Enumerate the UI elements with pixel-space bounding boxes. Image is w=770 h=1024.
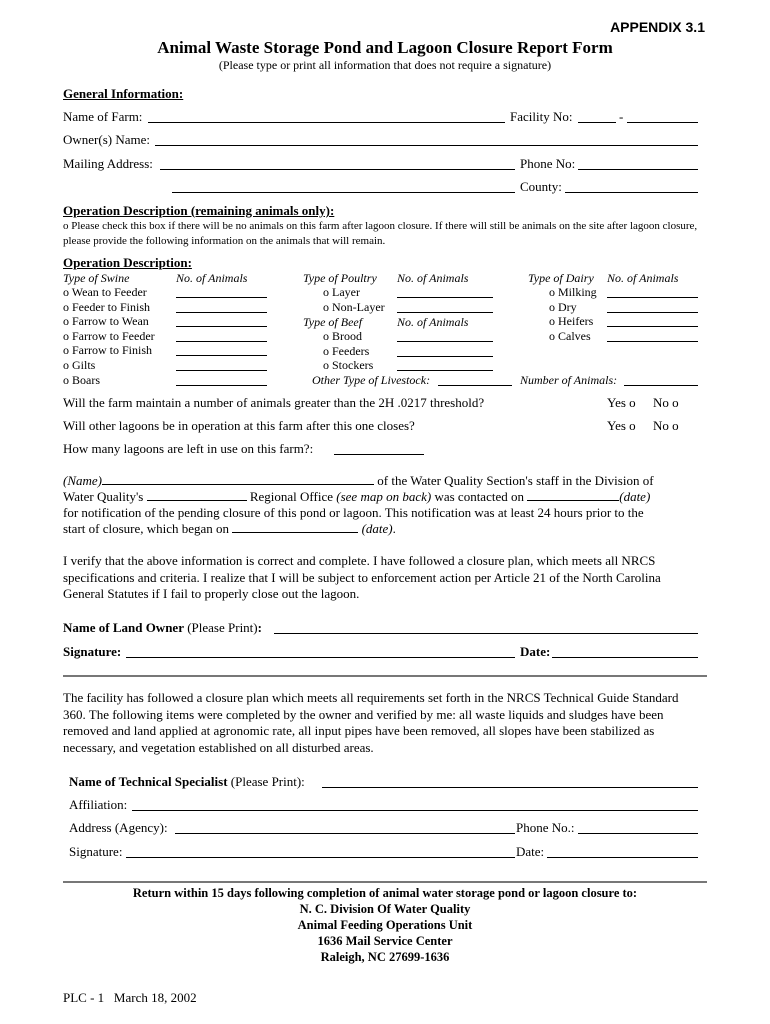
other-lagoons-yes-checkbox[interactable]: Yes o <box>607 418 636 433</box>
swine-option-0[interactable]: o Wean to Feeder <box>63 285 147 299</box>
farm-name-label: Name of Farm: <box>63 109 143 124</box>
dairy-count-field-2[interactable] <box>607 326 698 327</box>
other-lagoons-no-checkbox[interactable]: No o <box>653 418 679 433</box>
notification-line-1 <box>63 473 654 489</box>
notification-l2-b: Regional Office <box>246 489 337 504</box>
number-animals-label: Number of Animals: <box>520 373 618 387</box>
dairy-option-0[interactable]: o Milking <box>549 285 597 299</box>
operation-remaining-heading: Operation Description (remaining animals only): <box>63 203 335 218</box>
poultry-count-field-0[interactable] <box>397 297 493 298</box>
specialist-phone-label: Phone No.: <box>516 820 575 835</box>
swine-count-field-2[interactable] <box>176 326 267 327</box>
mailing-address-field[interactable] <box>160 169 515 170</box>
owner-date-label: Date: <box>520 644 551 659</box>
beef-type-header: Type of Beef <box>303 315 363 329</box>
swine-option-6[interactable]: o Boars <box>63 372 100 387</box>
beef-option-0[interactable]: o Brood <box>323 329 362 343</box>
specialist-date-label: Date: <box>516 844 545 859</box>
swine-type-header: Type of Swine <box>63 271 130 285</box>
owner-date-field[interactable] <box>552 657 698 658</box>
notification-l2-a: Water Quality's <box>63 489 147 504</box>
owner-signature-label: Signature: <box>63 644 122 659</box>
land-owner-colon: : <box>257 620 262 635</box>
specialist-signature-field[interactable] <box>126 857 515 858</box>
lagoons-left-field[interactable] <box>334 454 424 455</box>
return-mail-center: 1636 Mail Service Center <box>317 934 453 948</box>
phone-no-field[interactable] <box>578 169 698 170</box>
notification-line-2 <box>63 489 650 505</box>
staff-name-field[interactable] <box>102 473 374 485</box>
other-livestock-label: Other Type of Livestock: <box>312 373 431 387</box>
swine-count-field-5[interactable] <box>176 370 267 371</box>
farm-name-field[interactable] <box>148 122 505 123</box>
owner-name-field[interactable] <box>155 145 698 146</box>
owner-signature-field[interactable] <box>126 657 515 658</box>
form-subtitle: (Please type or print all information that does not require a signature) <box>218 58 552 72</box>
beef-option-2[interactable]: o Stockers <box>323 358 374 373</box>
poultry-option-0[interactable]: o Layer <box>323 285 360 299</box>
no-animals-text: Please check this box if there will be no animals on this farm after lagoon closure. If there will still be animals on the site after lagoon closure, please provide the following information on the animals that will remain. <box>63 220 698 247</box>
swine-count-header: No. of Animals <box>176 271 248 285</box>
question-other-lagoons: Will other lagoons be in operation at this farm after this one closes? <box>63 418 415 433</box>
footer <box>63 990 197 1006</box>
swine-option-2[interactable]: o Farrow to Wean <box>63 314 149 329</box>
verification-statement: I verify that the above information is correct and complete. I have followed a closure plan, which meets all NRCS specifications and criteria. I realize that I will be subject to enforcement action per Article 21 of the North Carolina General Statutes if I fail to properly close out the lagoon. <box>63 553 661 601</box>
notification-line-4 <box>63 521 396 537</box>
facility-no-field-1[interactable] <box>578 122 616 123</box>
swine-count-field-3[interactable] <box>176 341 267 342</box>
general-info-heading: General Information: <box>63 86 184 101</box>
form-id: PLC - 1 <box>63 990 105 1005</box>
facility-no-dash: - <box>619 109 624 124</box>
beef-count-field-2[interactable] <box>397 370 493 371</box>
specialist-label-bold: Name of Technical Specialist <box>69 774 228 789</box>
specialist-label-rest: (Please Print): <box>227 774 305 789</box>
specialist-date-field[interactable] <box>547 857 698 858</box>
dairy-count-field-1[interactable] <box>607 312 698 313</box>
threshold-yes-checkbox[interactable]: Yes o <box>607 395 636 410</box>
dairy-count-field-3[interactable] <box>607 341 698 342</box>
specialist-name-label <box>69 774 305 790</box>
no-animals-checkbox[interactable]: o <box>63 220 69 232</box>
form-title: Animal Waste Storage Pond and Lagoon Closure Report Form <box>157 38 613 57</box>
specialist-signature-label: Signature: <box>69 844 123 859</box>
agency-address-label: Address (Agency): <box>69 820 168 835</box>
return-agency: N. C. Division Of Water Quality <box>299 902 471 916</box>
land-owner-label <box>63 620 262 636</box>
return-city: Raleigh, NC 27699-1636 <box>320 950 450 964</box>
closure-date-label: (date) <box>358 521 393 536</box>
return-unit: Animal Feeding Operations Unit <box>297 918 473 932</box>
form-date: March 18, 2002 <box>113 990 197 1005</box>
mailing-address-field-2[interactable] <box>172 192 515 193</box>
section-divider-2 <box>63 881 707 883</box>
staff-name-label: (Name) <box>63 473 102 488</box>
notification-line-3: for notification of the pending closure of this pond or lagoon. This notification was at least 24 hours prior to the <box>63 505 644 520</box>
contact-date-field[interactable] <box>527 489 619 501</box>
agency-address-field[interactable] <box>175 833 515 834</box>
affiliation-label: Affiliation: <box>69 797 128 812</box>
owner-name-label: Owner(s) Name: <box>63 132 150 147</box>
see-map-note: (see map on back) <box>336 489 432 504</box>
poultry-count-field-1[interactable] <box>397 312 493 313</box>
specialist-phone-field[interactable] <box>578 833 698 834</box>
section-divider-1 <box>63 675 707 677</box>
poultry-count-header: No. of Animals <box>397 271 469 285</box>
question-threshold: Will the farm maintain a number of animals greater than the 2H .0217 threshold? <box>63 395 485 410</box>
notification-l2-d: was contacted on <box>431 489 528 504</box>
closure-start-date-field[interactable] <box>232 521 358 533</box>
swine-count-field-4[interactable] <box>176 355 267 356</box>
operation-remaining-instructions <box>63 219 713 248</box>
beef-option-1[interactable]: o Feeders <box>323 343 370 358</box>
notification-l4-a: start of closure, which began on <box>63 521 233 536</box>
return-instructions: Return within 15 days following completion of animal water storage pond or lagoon closure to: <box>132 886 638 900</box>
swine-option-3[interactable]: o Farrow to Feeder <box>63 328 155 343</box>
dairy-option-2[interactable]: o Heifers <box>549 314 594 329</box>
swine-option-5[interactable]: o Gilts <box>63 358 96 372</box>
swine-option-1[interactable]: o Feeder to Finish <box>63 299 150 314</box>
poultry-option-1[interactable]: o Non-Layer <box>323 299 385 314</box>
contact-date-label: (date) <box>619 489 651 504</box>
notification-l4-period: . <box>392 521 396 536</box>
regional-office-field[interactable] <box>147 489 247 501</box>
mailing-address-label: Mailing Address: <box>63 156 153 171</box>
land-owner-label-rest: (Please Print) <box>183 620 258 635</box>
beef-count-field-0[interactable] <box>397 341 493 342</box>
dairy-option-1[interactable]: o Dry <box>549 299 577 314</box>
operation-description-heading: Operation Description: <box>63 255 192 270</box>
beef-count-field-1[interactable] <box>397 356 493 357</box>
notification-l1-text: of the Water Quality Section's staff in the Division of <box>374 473 654 488</box>
technical-statement: The facility has followed a closure plan which meets all requirements set forth in the NRCS Technical Guide Standard 360. The following items were completed by the owner and verified by me: all waste liquids and sludges have been removed and land applied at agronomic rate, all input pipes have been removed, all slopes have been stabilized as necessary, and vegetation established on all disturbed areas. <box>63 690 679 755</box>
other-livestock-field[interactable] <box>438 385 512 386</box>
beef-count-header: No. of Animals <box>397 315 469 329</box>
swine-count-field-6[interactable] <box>176 385 267 386</box>
county-label: County: <box>520 179 562 194</box>
dairy-count-header: No. of Animals <box>607 271 679 285</box>
poultry-type-header: Type of Poultry <box>303 271 377 285</box>
facility-no-label: Facility No: <box>510 109 573 124</box>
swine-option-4[interactable]: o Farrow to Finish <box>63 343 153 358</box>
question-lagoons-left: How many lagoons are left in use on this farm?: <box>63 441 314 456</box>
threshold-no-checkbox[interactable]: No o <box>653 395 679 410</box>
facility-no-field-2[interactable] <box>627 122 698 123</box>
dairy-count-field-0[interactable] <box>607 297 698 298</box>
land-owner-label-bold: Name of Land Owner <box>63 620 184 635</box>
number-animals-field[interactable] <box>624 385 698 386</box>
county-field[interactable] <box>565 192 698 193</box>
appendix-label: APPENDIX 3.1 <box>610 19 705 35</box>
land-owner-name-field[interactable] <box>274 633 698 634</box>
dairy-type-header: Type of Dairy <box>528 271 594 285</box>
specialist-name-field[interactable] <box>322 787 698 788</box>
affiliation-field[interactable] <box>132 810 698 811</box>
swine-count-field-0[interactable] <box>176 297 267 298</box>
swine-count-field-1[interactable] <box>176 312 267 313</box>
dairy-option-3[interactable]: o Calves <box>549 328 591 343</box>
phone-no-label: Phone No: <box>520 156 576 171</box>
